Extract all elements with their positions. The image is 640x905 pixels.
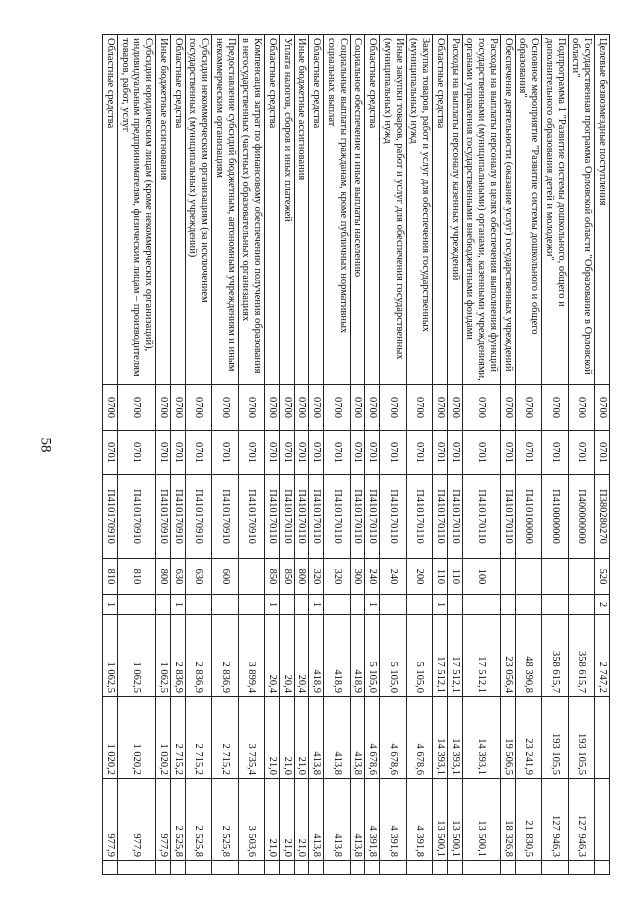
amount-year-1-cell: 2 836,9: [185, 615, 212, 697]
section-cell: 0700: [171, 385, 186, 431]
budget-source-cell: [501, 595, 516, 615]
table-row: [118, 35, 156, 875]
extra-cell: [238, 861, 265, 875]
table-row: [365, 35, 380, 875]
budget-source-cell: [185, 595, 212, 615]
target-article-cell: П410170110: [324, 475, 351, 559]
extra-cell: [156, 861, 171, 875]
section-cell: 0700: [185, 385, 212, 431]
amount-year-3-cell: 4 391,8: [365, 779, 380, 861]
budget-source-cell: [568, 595, 595, 615]
amount-year-3-cell: 2 525,8: [212, 779, 239, 861]
section-cell: 0700: [280, 385, 295, 431]
extra-cell: [265, 861, 280, 875]
expense-type-cell: 320: [324, 559, 351, 595]
extra-cell: [294, 861, 309, 875]
table-row: [515, 35, 542, 875]
table-row: [448, 35, 463, 875]
table-row: [294, 35, 309, 875]
amount-year-1-cell: 17 512,1: [448, 615, 463, 697]
amount-year-2-cell: 21,0: [265, 697, 280, 779]
section-cell: 0700: [365, 385, 380, 431]
target-article-cell: П410170910: [156, 475, 171, 559]
amount-year-2-cell: 1 020,2: [118, 697, 156, 779]
subsection-cell: 0701: [433, 431, 448, 475]
target-article-cell: П410170110: [380, 475, 407, 559]
extra-cell: [103, 861, 118, 875]
extra-cell: [448, 861, 463, 875]
subsection-cell: 0701: [501, 431, 516, 475]
amount-year-1-cell: 2 836,9: [212, 615, 239, 697]
budget-table-body: [103, 35, 610, 875]
amount-year-1-cell: 20,4: [265, 615, 280, 697]
amount-year-1-cell: 5 105,0: [406, 615, 433, 697]
table-row: [350, 35, 365, 875]
section-cell: 0700: [542, 385, 569, 431]
item-name-cell: Государственная программа Орловской области "Образование в Орловской области": [568, 35, 595, 385]
target-article-cell: П410170910: [212, 475, 239, 559]
section-cell: 0700: [462, 385, 500, 431]
subsection-cell: 0701: [515, 431, 542, 475]
item-name-cell: Расходы на выплаты персоналу в целях обеспечения выполнения функций государственными (муниципальными) органами, казенными учреждениями, органами управления государственными внебюджетными фондами: [462, 35, 500, 385]
table-row: [280, 35, 295, 875]
expense-type-cell: 850: [280, 559, 295, 595]
amount-year-1-cell: 20,4: [280, 615, 295, 697]
amount-year-3-cell: 2 525,8: [171, 779, 186, 861]
section-cell: 0700: [294, 385, 309, 431]
table-row: [309, 35, 324, 875]
amount-year-1-cell: 418,9: [324, 615, 351, 697]
amount-year-1-cell: 17 512,1: [433, 615, 448, 697]
expense-type-cell: [542, 559, 569, 595]
amount-year-3-cell: 4 391,8: [380, 779, 407, 861]
amount-year-2-cell: 14 393,1: [462, 697, 500, 779]
table-row: [433, 35, 448, 875]
extra-cell: [501, 861, 516, 875]
section-cell: 0700: [103, 385, 118, 431]
subsection-cell: 0701: [542, 431, 569, 475]
amount-year-3-cell: 127 946,3: [542, 779, 569, 861]
budget-source-cell: 1: [365, 595, 380, 615]
item-name-cell: Иные бюджетные ассигнования: [294, 35, 309, 385]
target-article-cell: П410170110: [294, 475, 309, 559]
table-row: [501, 35, 516, 875]
expense-type-cell: 850: [265, 559, 280, 595]
target-article-cell: П380280270: [595, 475, 610, 559]
amount-year-2-cell: 19 506,5: [501, 697, 516, 779]
section-cell: 0700: [433, 385, 448, 431]
table-row: [380, 35, 407, 875]
amount-year-3-cell: 21,0: [294, 779, 309, 861]
amount-year-1-cell: 20,4: [294, 615, 309, 697]
budget-source-cell: 1: [103, 595, 118, 615]
item-name-cell: Субсидии юридическим лицам (кроме некоммерческих организаций), индивидуальным предпринимателям, физическим лицам – производителям товаров, работ, услуг: [118, 35, 156, 385]
amount-year-3-cell: 13 500,1: [448, 779, 463, 861]
extra-cell: [542, 861, 569, 875]
expense-type-cell: [238, 559, 265, 595]
expense-type-cell: [501, 559, 516, 595]
target-article-cell: П410170110: [365, 475, 380, 559]
extra-cell: [595, 861, 610, 875]
amount-year-3-cell: 977,9: [118, 779, 156, 861]
subsection-cell: 0701: [380, 431, 407, 475]
budget-source-cell: 1: [171, 595, 186, 615]
target-article-cell: П410100000: [515, 475, 542, 559]
table-row: [156, 35, 171, 875]
item-name-cell: Областные средства: [309, 35, 324, 385]
table-row: [542, 35, 569, 875]
item-name-cell: Иные закупки товаров, работ и услуг для обеспечения государственных (муниципальных) нужд: [380, 35, 407, 385]
section-cell: 0700: [595, 385, 610, 431]
budget-source-cell: [448, 595, 463, 615]
expense-type-cell: 320: [309, 559, 324, 595]
extra-cell: [212, 861, 239, 875]
amount-year-1-cell: 358 615,7: [568, 615, 595, 697]
amount-year-2-cell: 21,0: [280, 697, 295, 779]
budget-source-cell: [238, 595, 265, 615]
amount-year-3-cell: 21,0: [280, 779, 295, 861]
subsection-cell: 0701: [280, 431, 295, 475]
extra-cell: [380, 861, 407, 875]
budget-source-cell: [118, 595, 156, 615]
subsection-cell: 0701: [568, 431, 595, 475]
amount-year-1-cell: 23 056,4: [501, 615, 516, 697]
amount-year-2-cell: 1 020,2: [156, 697, 171, 779]
section-cell: 0700: [265, 385, 280, 431]
budget-source-cell: 1: [309, 595, 324, 615]
subsection-cell: 0701: [309, 431, 324, 475]
table-row: [185, 35, 212, 875]
subsection-cell: 0701: [406, 431, 433, 475]
item-name-cell: Областные средства: [433, 35, 448, 385]
extra-cell: [118, 861, 156, 875]
table-row: [324, 35, 351, 875]
subsection-cell: 0701: [156, 431, 171, 475]
section-cell: 0700: [118, 385, 156, 431]
amount-year-2-cell: 1 020,2: [103, 697, 118, 779]
amount-year-2-cell: 2 715,2: [185, 697, 212, 779]
budget-source-cell: 1: [433, 595, 448, 615]
amount-year-2-cell: 14 393,1: [433, 697, 448, 779]
expense-type-cell: 240: [365, 559, 380, 595]
extra-cell: [462, 861, 500, 875]
amount-year-3-cell: 18 326,8: [501, 779, 516, 861]
amount-year-2-cell: 4 678,6: [380, 697, 407, 779]
item-name-cell: Областные средства: [265, 35, 280, 385]
amount-year-1-cell: 48 390,8: [515, 615, 542, 697]
target-article-cell: П410170110: [501, 475, 516, 559]
item-name-cell: Основное мероприятие "Развитие системы дошкольного и общего образования": [515, 35, 542, 385]
amount-year-1-cell: 5 105,0: [365, 615, 380, 697]
amount-year-2-cell: 21,0: [294, 697, 309, 779]
amount-year-2-cell: [595, 697, 610, 779]
item-name-cell: Уплата налогов, сборов и иных платежей: [280, 35, 295, 385]
amount-year-1-cell: 358 615,7: [542, 615, 569, 697]
amount-year-3-cell: 21,0: [265, 779, 280, 861]
expense-type-cell: 100: [462, 559, 500, 595]
subsection-cell: 0701: [462, 431, 500, 475]
budget-source-cell: 1: [265, 595, 280, 615]
target-article-cell: П400000000: [568, 475, 595, 559]
subsection-cell: 0701: [365, 431, 380, 475]
table-row: [462, 35, 500, 875]
extra-cell: [515, 861, 542, 875]
target-article-cell: П410000000: [542, 475, 569, 559]
expense-type-cell: 800: [294, 559, 309, 595]
amount-year-3-cell: 977,9: [156, 779, 171, 861]
expense-type-cell: 200: [406, 559, 433, 595]
section-cell: 0700: [380, 385, 407, 431]
budget-source-cell: [324, 595, 351, 615]
extra-cell: [324, 861, 351, 875]
budget-table-page: [30, 34, 610, 874]
expense-type-cell: 300: [350, 559, 365, 595]
subsection-cell: 0701: [350, 431, 365, 475]
table-row: [103, 35, 118, 875]
extra-cell: [365, 861, 380, 875]
target-article-cell: П410170110: [406, 475, 433, 559]
table-row: [171, 35, 186, 875]
expense-type-cell: 810: [103, 559, 118, 595]
amount-year-3-cell: 977,9: [103, 779, 118, 861]
extra-cell: [171, 861, 186, 875]
item-name-cell: Компенсация затрат по финансовому обеспечению получения образования в негосударственных (частных) образовательных организациях: [238, 35, 265, 385]
amount-year-1-cell: 1 062,5: [103, 615, 118, 697]
target-article-cell: П410170110: [433, 475, 448, 559]
amount-year-1-cell: 2 747,2: [595, 615, 610, 697]
section-cell: 0700: [406, 385, 433, 431]
expense-type-cell: 630: [171, 559, 186, 595]
extra-cell: [568, 861, 595, 875]
target-article-cell: П410170910: [118, 475, 156, 559]
section-cell: 0700: [324, 385, 351, 431]
subsection-cell: 0701: [118, 431, 156, 475]
item-name-cell: Социальные выплаты гражданам, кроме публичных нормативных социальных выплат: [324, 35, 351, 385]
amount-year-3-cell: 413,8: [309, 779, 324, 861]
amount-year-3-cell: 2 525,8: [185, 779, 212, 861]
amount-year-3-cell: 127 946,3: [568, 779, 595, 861]
target-article-cell: П410170110: [350, 475, 365, 559]
amount-year-3-cell: [595, 779, 610, 861]
expense-type-cell: [568, 559, 595, 595]
expense-type-cell: 800: [156, 559, 171, 595]
extra-cell: [433, 861, 448, 875]
page-number: 58: [37, 437, 54, 453]
section-cell: 0700: [156, 385, 171, 431]
amount-year-1-cell: 1 062,5: [118, 615, 156, 697]
budget-source-cell: [294, 595, 309, 615]
target-article-cell: П410170110: [462, 475, 500, 559]
amount-year-2-cell: 2 715,2: [171, 697, 186, 779]
target-article-cell: П410170110: [309, 475, 324, 559]
subsection-cell: 0701: [265, 431, 280, 475]
item-name-cell: Областные средства: [103, 35, 118, 385]
budget-source-cell: [350, 595, 365, 615]
subsection-cell: 0701: [324, 431, 351, 475]
amount-year-2-cell: 413,8: [309, 697, 324, 779]
extra-cell: [350, 861, 365, 875]
subsection-cell: 0701: [294, 431, 309, 475]
subsection-cell: 0701: [212, 431, 239, 475]
budget-source-cell: 2: [595, 595, 610, 615]
amount-year-1-cell: 5 105,0: [380, 615, 407, 697]
amount-year-1-cell: 418,9: [309, 615, 324, 697]
section-cell: 0700: [568, 385, 595, 431]
expense-type-cell: 520: [595, 559, 610, 595]
amount-year-3-cell: 13 500,1: [433, 779, 448, 861]
expense-type-cell: 110: [433, 559, 448, 595]
amount-year-3-cell: 21 830,5: [515, 779, 542, 861]
section-cell: 0700: [515, 385, 542, 431]
subsection-cell: 0701: [448, 431, 463, 475]
amount-year-2-cell: 193 105,5: [542, 697, 569, 779]
subsection-cell: 0701: [238, 431, 265, 475]
expense-type-cell: 600: [212, 559, 239, 595]
expense-type-cell: [515, 559, 542, 595]
target-article-cell: П410170910: [185, 475, 212, 559]
section-cell: 0700: [501, 385, 516, 431]
item-name-cell: Целевые безвозмездные поступления: [595, 35, 610, 385]
item-name-cell: Подпрограмма 1 "Развитие системы дошкольного, общего и дополнительного образования детей и молодежи": [542, 35, 569, 385]
section-cell: 0700: [212, 385, 239, 431]
subsection-cell: 0701: [185, 431, 212, 475]
amount-year-2-cell: 4 678,6: [365, 697, 380, 779]
amount-year-2-cell: 2 715,2: [212, 697, 239, 779]
budget-source-cell: [542, 595, 569, 615]
amount-year-2-cell: 4 678,6: [406, 697, 433, 779]
expense-type-cell: 110: [448, 559, 463, 595]
table-row: [238, 35, 265, 875]
amount-year-1-cell: 3 899,4: [238, 615, 265, 697]
expense-type-cell: 630: [185, 559, 212, 595]
extra-cell: [309, 861, 324, 875]
extra-cell: [280, 861, 295, 875]
target-article-cell: П410170110: [265, 475, 280, 559]
table-row: [212, 35, 239, 875]
subsection-cell: 0701: [103, 431, 118, 475]
section-cell: 0700: [238, 385, 265, 431]
extra-cell: [406, 861, 433, 875]
amount-year-2-cell: 413,8: [350, 697, 365, 779]
budget-source-cell: [462, 595, 500, 615]
budget-source-cell: [280, 595, 295, 615]
subsection-cell: 0701: [595, 431, 610, 475]
amount-year-3-cell: 413,8: [324, 779, 351, 861]
amount-year-2-cell: 14 393,1: [448, 697, 463, 779]
item-name-cell: Обеспечение деятельности (оказание услуг) государственных учреждений: [501, 35, 516, 385]
budget-table: [102, 34, 610, 875]
amount-year-2-cell: 413,8: [324, 697, 351, 779]
budget-source-cell: [406, 595, 433, 615]
amount-year-3-cell: 4 391,8: [406, 779, 433, 861]
target-article-cell: П410170910: [238, 475, 265, 559]
budget-source-cell: [156, 595, 171, 615]
item-name-cell: Предоставление субсидий бюджетным, автономным учреждениям и иным некоммерческим организациям: [212, 35, 239, 385]
item-name-cell: Субсидии некоммерческим организациям (за исключением государственных (муниципальных) учреждений): [185, 35, 212, 385]
amount-year-3-cell: 13 500,1: [462, 779, 500, 861]
subsection-cell: 0701: [171, 431, 186, 475]
table-row: [595, 35, 610, 875]
target-article-cell: П410170910: [103, 475, 118, 559]
target-article-cell: П410170910: [171, 475, 186, 559]
section-cell: 0700: [448, 385, 463, 431]
budget-source-cell: [515, 595, 542, 615]
table-row: [568, 35, 595, 875]
section-cell: 0700: [350, 385, 365, 431]
budget-source-cell: [212, 595, 239, 615]
amount-year-1-cell: 17 512,1: [462, 615, 500, 697]
expense-type-cell: 240: [380, 559, 407, 595]
amount-year-3-cell: 3 503,6: [238, 779, 265, 861]
amount-year-2-cell: 3 735,4: [238, 697, 265, 779]
extra-cell: [185, 861, 212, 875]
item-name-cell: Закупка товаров, работ и услуг для обеспечения государственных (муниципальных) нужд: [406, 35, 433, 385]
target-article-cell: П410170110: [280, 475, 295, 559]
budget-source-cell: [380, 595, 407, 615]
item-name-cell: Областные средства: [171, 35, 186, 385]
item-name-cell: Расходы на выплаты персоналу казенных учреждений: [448, 35, 463, 385]
amount-year-1-cell: 418,9: [350, 615, 365, 697]
amount-year-2-cell: 193 105,5: [568, 697, 595, 779]
target-article-cell: П410170110: [448, 475, 463, 559]
section-cell: 0700: [309, 385, 324, 431]
table-row: [406, 35, 433, 875]
amount-year-3-cell: 413,8: [350, 779, 365, 861]
item-name-cell: Областные средства: [365, 35, 380, 385]
item-name-cell: Социальное обеспечение и иные выплаты населению: [350, 35, 365, 385]
expense-type-cell: 810: [118, 559, 156, 595]
amount-year-2-cell: 23 241,9: [515, 697, 542, 779]
table-row: [265, 35, 280, 875]
amount-year-1-cell: 1 062,5: [156, 615, 171, 697]
amount-year-1-cell: 2 836,9: [171, 615, 186, 697]
item-name-cell: Иные бюджетные ассигнования: [156, 35, 171, 385]
